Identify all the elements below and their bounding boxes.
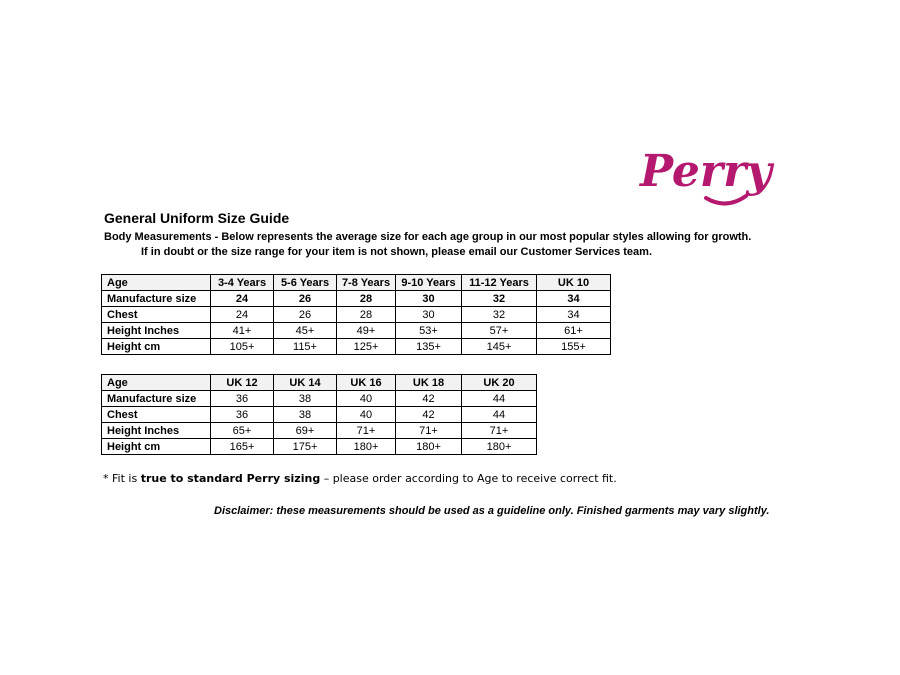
table-cell: 42: [396, 407, 462, 423]
table-cell: 155+: [537, 339, 611, 355]
table-cell: 24: [211, 291, 274, 307]
table-row: [102, 323, 611, 339]
fit-note-emphasis: true to standard Perry sizing: [140, 472, 321, 485]
table-cell: 42: [396, 391, 462, 407]
table-row: [102, 291, 611, 307]
header-cell: UK 14: [274, 375, 337, 391]
header-cell: 5-6 Years: [274, 275, 337, 291]
row-label: Height Inches: [102, 423, 211, 439]
table-header-row: [102, 275, 611, 291]
fit-note-suffix: – please order according to Age to receive correct fit.: [320, 472, 617, 485]
header-cell: 3-4 Years: [211, 275, 274, 291]
table-cell: 165+: [211, 439, 274, 455]
header-cell: UK 16: [337, 375, 396, 391]
table-row: [102, 407, 537, 423]
table-cell: 36: [211, 391, 274, 407]
table-cell: 125+: [337, 339, 396, 355]
table-cell: 180+: [337, 439, 396, 455]
size-table-2: [101, 374, 537, 455]
table-cell: 40: [337, 391, 396, 407]
table-cell: 45+: [274, 323, 337, 339]
table-cell: 180+: [462, 439, 537, 455]
table-cell: 36: [211, 407, 274, 423]
table-cell: 71+: [337, 423, 396, 439]
header-cell: UK 12: [211, 375, 274, 391]
table-cell: 44: [462, 407, 537, 423]
header-cell: 9-10 Years: [396, 275, 462, 291]
row-label: Height Inches: [102, 323, 211, 339]
table-cell: 34: [537, 291, 611, 307]
table-header-row: [102, 375, 537, 391]
table-cell: 30: [396, 291, 462, 307]
table-cell: 49+: [337, 323, 396, 339]
header-cell: 7-8 Years: [337, 275, 396, 291]
table-cell: 71+: [462, 423, 537, 439]
fit-note: [103, 472, 617, 485]
table-row: [102, 307, 611, 323]
table-cell: 41+: [211, 323, 274, 339]
subtitle-line-1: Body Measurements - Below represents the average size for each age group in our most popular styles allowing for growth.: [104, 231, 752, 243]
table-cell: 57+: [462, 323, 537, 339]
table-cell: 69+: [274, 423, 337, 439]
table-cell: 32: [462, 291, 537, 307]
disclaimer: Disclaimer: these measurements should be used as a guideline only. Finished garments may vary slightly.: [214, 505, 770, 517]
table-cell: 28: [337, 291, 396, 307]
subtitle-line-2: If in doubt or the size range for your item is not shown, please email our Customer Services team.: [141, 246, 653, 258]
table-cell: 135+: [396, 339, 462, 355]
table-cell: 53+: [396, 323, 462, 339]
row-label: Chest: [102, 307, 211, 323]
table-cell: 38: [274, 391, 337, 407]
row-label: Height cm: [102, 339, 211, 355]
table-cell: 26: [274, 307, 337, 323]
header-cell: UK 18: [396, 375, 462, 391]
fit-note-prefix: * Fit is: [103, 472, 141, 485]
table-row: [102, 339, 611, 355]
row-label: Height cm: [102, 439, 211, 455]
table-cell: 44: [462, 391, 537, 407]
table-cell: 40: [337, 407, 396, 423]
table-row: [102, 391, 537, 407]
table-cell: 30: [396, 307, 462, 323]
table-cell: 34: [537, 307, 611, 323]
table-cell: 61+: [537, 323, 611, 339]
header-cell: 11-12 Years: [462, 275, 537, 291]
table-row: [102, 439, 537, 455]
row-label: Manufacture size: [102, 291, 211, 307]
row-label: Chest: [102, 407, 211, 423]
table-cell: 105+: [211, 339, 274, 355]
table-cell: 71+: [396, 423, 462, 439]
header-cell: UK 20: [462, 375, 537, 391]
row-label: Manufacture size: [102, 391, 211, 407]
table-cell: 38: [274, 407, 337, 423]
header-cell: Age: [102, 275, 211, 291]
table-cell: 26: [274, 291, 337, 307]
header-cell: UK 10: [537, 275, 611, 291]
svg-text:Perry: Perry: [640, 146, 772, 197]
table-cell: 180+: [396, 439, 462, 455]
table-cell: 145+: [462, 339, 537, 355]
table-cell: 28: [337, 307, 396, 323]
table-cell: 65+: [211, 423, 274, 439]
table-cell: 24: [211, 307, 274, 323]
page-title: General Uniform Size Guide: [104, 210, 290, 226]
size-table-1: [101, 274, 611, 355]
perry-logo: [636, 136, 772, 216]
table-cell: 175+: [274, 439, 337, 455]
header-cell: Age: [102, 375, 211, 391]
table-row: [102, 423, 537, 439]
table-cell: 32: [462, 307, 537, 323]
table-cell: 115+: [274, 339, 337, 355]
